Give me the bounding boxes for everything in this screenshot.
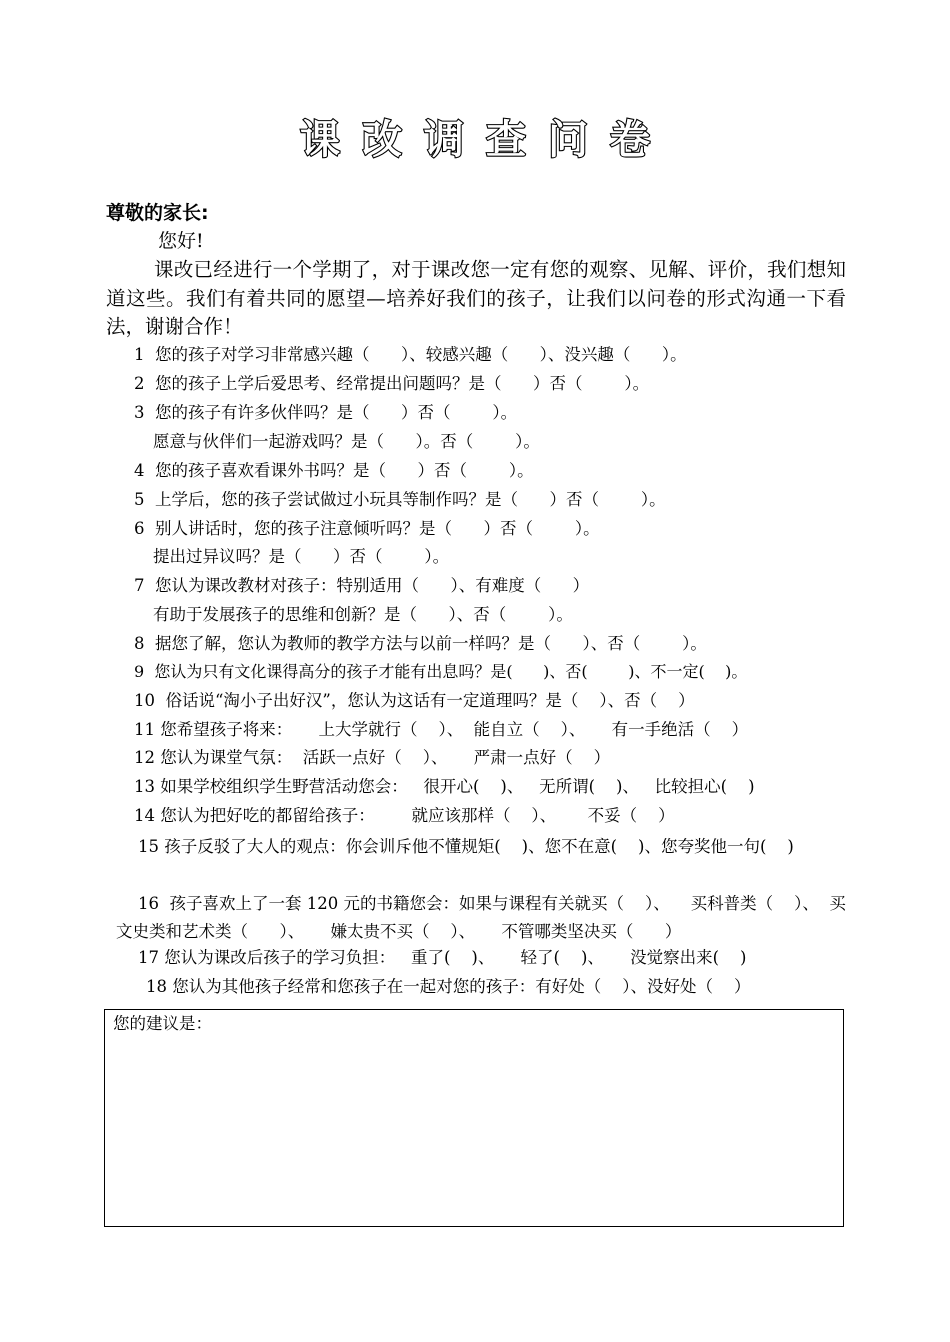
question-2: 2 您的孩子上学后爱思考、经常提出问题吗？是（ ）否（ ）。 [134, 374, 650, 393]
question-4: 4 您的孩子喜欢看课外书吗？是（ ）否（ ）。 [134, 461, 534, 480]
question-3: 3 您的孩子有许多伙伴吗？是（ ）否（ ）。 [134, 403, 518, 422]
question-6-sub: 提出过异议吗？是（ ）否（ ）。 [153, 547, 450, 566]
question-3-sub: 愿意与伙伴们一起游戏吗？是（ ）。否（ ）。 [153, 432, 540, 451]
question-7: 7 您认为课改教材对孩子：特别适用（ ）、有难度（ ） [134, 576, 590, 595]
suggestion-label: 您的建议是： [113, 1014, 212, 1033]
question-12: 12 您认为课堂气氛： 活跃一点好（ ）、 严肃一点好（ ） [134, 748, 611, 767]
question-16: 16 孩子喜欢上了一套 120 元的书籍您会：如果与课程有关就买（ ）、 买科普类（ ）、 买文史类和艺术类（ ）、 嫌太贵不买（ ）、 不管哪类坚决买（ ） [116, 894, 846, 941]
question-10: 10 俗话说“淘小子出好汉”，您认为这话有一定道理吗？是（ ）、否（ ） [134, 691, 695, 710]
salutation: 尊敬的家长: [106, 202, 209, 224]
question-1: 1 您的孩子对学习非常感兴趣（ ）、较感兴趣（ ）、没兴趣（ ）。 [134, 345, 687, 364]
question-14: 14 您认为把好吃的都留给孩子： 就应该那样（ ）、 不妥（ ） [134, 806, 675, 825]
question-17: 17 您认为课改后孩子的学习负担： 重了( )、 轻了( )、 没觉察出来( ) [138, 948, 747, 967]
question-13: 13 如果学校组织学生野营活动您会： 很开心( )、 无所谓( )、 比较担心( ) [134, 777, 755, 796]
question-5: 5 上学后，您的孩子尝试做过小玩具等制作吗？是（ ）否（ ）。 [134, 490, 666, 509]
question-9: 9 您认为只有文化课得高分的孩子才能有出息吗？是( )、否( )、不一定( )。 [134, 662, 748, 681]
question-7-sub: 有助于发展孩子的思维和创新？是（ ）、否（ ）。 [153, 605, 573, 624]
suggestion-box[interactable] [104, 1009, 844, 1227]
question-18: 18 您认为其他孩子经常和您孩子在一起对您的孩子：有好处（ ）、没好处（ ） [146, 977, 751, 996]
question-15: 15 孩子反驳了大人的观点：你会训斥他不懂规矩( )、您不在意( )、您夸奖他一句( ) [138, 837, 794, 856]
greeting: 您好! [158, 230, 204, 252]
question-11: 11 您希望孩子将来： 上大学就行（ ）、 能自立（ ）、 有一手绝活（ ） [134, 720, 749, 739]
question-6: 6 别人讲话时，您的孩子注意倾听吗？是（ ）否（ ）。 [134, 519, 600, 538]
question-8: 8 据您了解，您认为教师的教学方法与以前一样吗？是（ ）、否（ ）。 [134, 634, 707, 653]
intro-paragraph: 课改已经进行一个学期了，对于课改您一定有您的观察、见解、评价，我们想知道这些。我们有着共同的愿望—培养好我们的孩子，让我们以问卷的形式沟通一下看法，谢谢合作！ [106, 258, 846, 338]
page-title: 课改调查问卷 [300, 117, 672, 163]
